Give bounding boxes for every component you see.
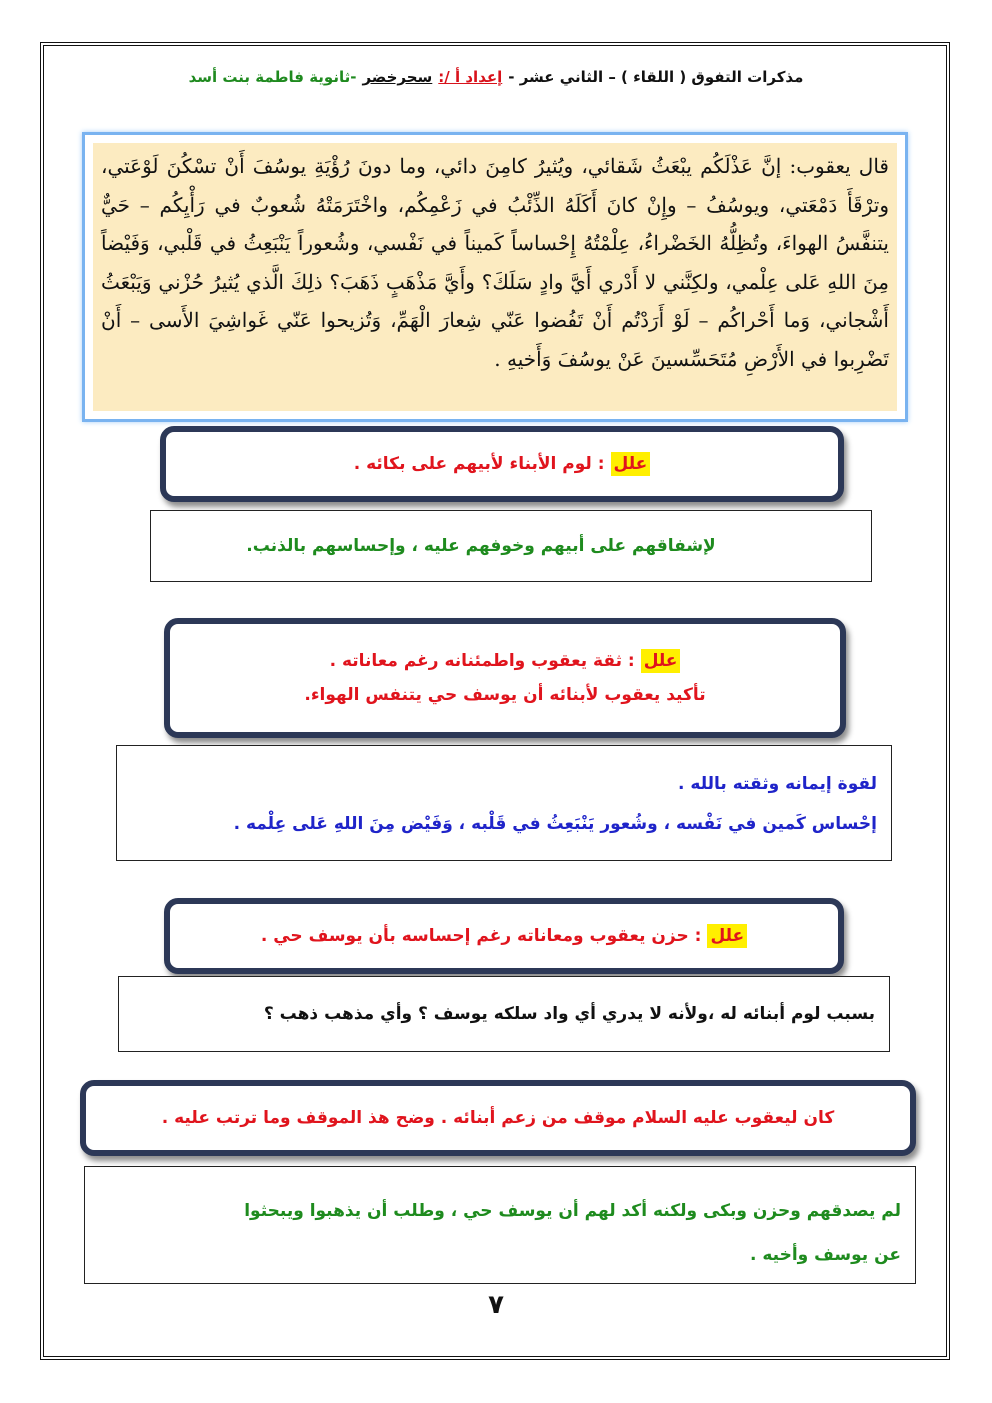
answer-2-line-1: لقوة إيمانه وثقته بالله . — [678, 774, 877, 794]
answer-3: بسبب لوم أبنائه له ،ولأنه لا يدري أي واد سلكه يوسف ؟ وأي مذهب ذهب ؟ — [263, 1004, 875, 1024]
question-3-text: : حزن يعقوب ومعاناته رغم إحساسه بأن يوسف حي . — [260, 926, 702, 946]
page-header — [60, 62, 932, 92]
question-2-box — [164, 618, 846, 738]
answer-4-line-2: عن يوسف وأخيه . — [749, 1245, 901, 1265]
question-2-line-1 — [330, 651, 681, 671]
question-2-text: : ثقة يعقوب واطمئنانه رغم معاناته . — [329, 651, 635, 671]
question-1 — [354, 454, 651, 474]
passage-box — [82, 132, 908, 422]
question-3 — [261, 926, 747, 946]
header-prepared-by: إعداد أ /: — [438, 68, 503, 86]
question-3-tag: علل — [707, 924, 747, 948]
question-1-tag: علل — [611, 452, 651, 476]
question-2-tag: علل — [641, 649, 681, 673]
answer-4-box — [84, 1166, 916, 1284]
answer-1-box — [150, 510, 872, 582]
answer-4-line-1: لم يصدقهم وحزن وبكى ولكنه أكد لهم أن يوسف حي ، وطلب أن يذهبوا ويبحثوا — [244, 1201, 901, 1221]
header-author: سحرخضر — [362, 68, 433, 86]
header-title: مذكرات التفوق ( اللقاء ) – الثاني عشر - — [508, 68, 804, 86]
answer-2-box — [116, 745, 892, 861]
answer-1: لإشفاقهم على أبيهم وخوفهم عليه ، وإحساسهم بالذنب. — [246, 536, 716, 556]
question-4-box — [80, 1080, 916, 1156]
question-1-box — [160, 426, 844, 502]
question-1-text: : لوم الأبناء لأبيهم على بكائه . — [353, 454, 605, 474]
passage-text: قال يعقوب: إنَّ عَذْلَكُم يبْعَثُ شَقائي، ويُثيرُ كامِنَ دائي، وما دونَ رُؤْيَةِ يوسُفَ أَنْ تسْكُنَ لَوْعَتي، وترْقَأَ دَمْعَتي، ويوسُفُ – وإِنْ كانَ أَكَلَهُ الذِّئْبُ في زَعْمِكُم، واخْتَرَمَتْهُ شُعوبٌ في رَأْيِكُم – حَيٌّ يتنفَّسُ الهواءَ، وتُظِلُّهُ الخَضْراءُ، عِلْمْتُهُ إِحْساساً كَميناً في نَفْسي، وشُعوراً يَنْبَعِثُ في قَلْبي، وَفَيْضاً مِنَ اللهِ عَلى عِلْمي، ولكِنَّني لا أَدْري أَيَّ وادٍ سَلَكَ؟ وأَيَّ مَذْهَبٍ ذَهَبَ؟ ذلِكَ الَّذي يُثيرُ حُزْني وَيَبْعَثُ أَشْجاني، وَما أَحْراكُم – لَوْ أَرَدْتُم أَنْ تَفُضوا عَنّي شِعارَ الْهَمِّ، وَتُزيحوا عَنّي غَواشِيَ الأَسى – أَنْ تَضْرِبوا في الأَرْضِ مُتَحَسِّسينَ عَنْ يوسُفَ وَأَخيهِ . — [93, 143, 897, 411]
question-3-box — [164, 898, 844, 974]
question-4: كان ليعقوب عليه السلام موقف من زعم أبنائه . وضح هذ الموقف وما ترتب عليه . — [161, 1108, 835, 1128]
answer-3-box — [118, 976, 890, 1052]
question-2-line-2: تأكيد يعقوب لأبنائه أن يوسف حي يتنفس الهواء. — [304, 685, 706, 705]
answer-2-line-2: إحْساس كَمين في نَفْسه ، وشُعور يَنْبَعِثُ في قَلْبه ، وَفَيْض مِنَ اللهِ عَلى عِلْمه . — [233, 814, 877, 834]
page-number: ٧ — [488, 1290, 504, 1320]
header-school: -ثانوية فاطمة بنت أسد — [188, 68, 357, 86]
